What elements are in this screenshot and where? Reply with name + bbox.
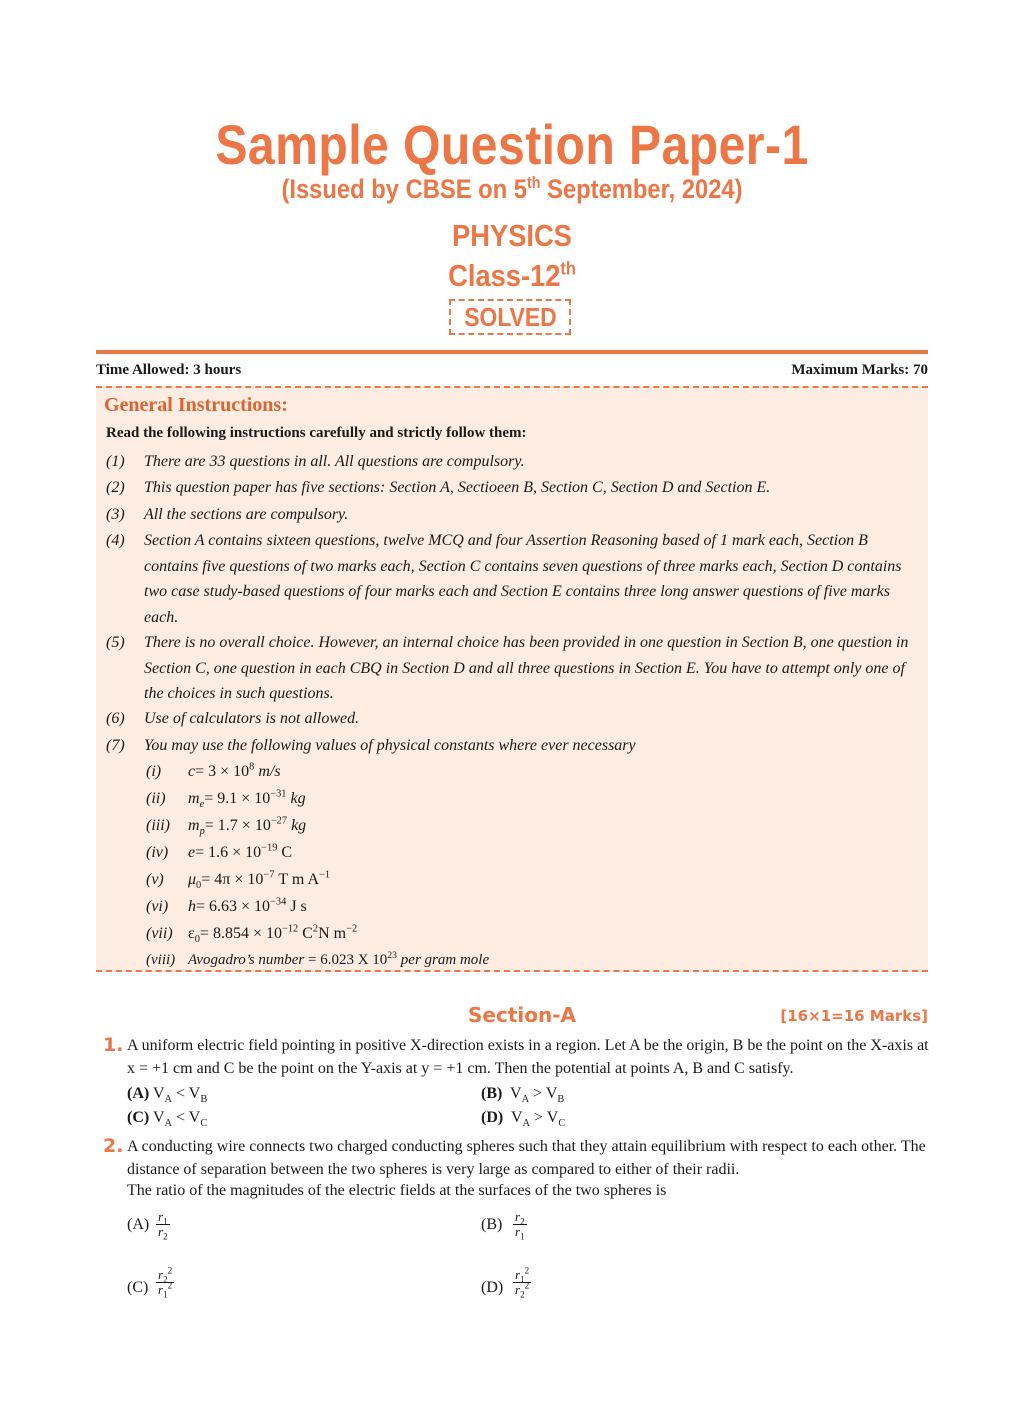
constant-num: (iii) [146, 817, 170, 834]
class-pre: Class-12 [448, 258, 561, 293]
instruction-num: (3) [106, 506, 125, 523]
instruction-num: (1) [106, 453, 125, 470]
fraction-den-sub: 2 [520, 1289, 525, 1300]
class-title [61, 258, 962, 294]
fraction-den: r [515, 1282, 521, 1297]
option-lhs: V [510, 1109, 523, 1126]
option-op: < [172, 1109, 189, 1126]
header-rule [96, 350, 928, 354]
fraction-den-sub: 2 [163, 1231, 168, 1242]
option-label: (A) [127, 1085, 150, 1102]
question-text: A uniform electric field pointing in positive X-direction exists in a region. Let A be the origin, B be the point on the X-axis at x = +1 cm and C be the point on the Y-axis at y = +1 cm. Then the potential at points A, B and C satisfy. [127, 1037, 929, 1077]
option-label: (A) [127, 1216, 150, 1233]
option-lhs: V [152, 1109, 165, 1126]
constant-rhs: = 6.63 × 10 [196, 898, 271, 915]
fraction [513, 1265, 531, 1300]
question-text: A conducting wire connects two charged conducting spheres such that they attain equilibrium with respect to each other. The distance of separation between the two spheres is very large as compared to either of their radii. [127, 1138, 926, 1178]
constant-exp: 23 [387, 950, 398, 961]
solved-badge [449, 299, 571, 335]
constant-unit: C [298, 925, 313, 942]
constant-unit: J s [286, 898, 307, 915]
instruction-text: Section A contains sixteen questions, twelve MCQ and four Assertion Reasoning based of 1 mark each, Section B contains five questions of two marks each, Section C contains seven questions of three marks each, Section D contains two case study-based questions of four marks each and Section E contains three long answer questions of five marks each. [144, 532, 902, 626]
instruction-num: (6) [106, 710, 125, 727]
constant-symbol: c [188, 763, 196, 780]
instruction-num: (7) [106, 737, 125, 754]
fraction-den-sup: 2 [167, 1280, 173, 1291]
constant-exp: −27 [270, 815, 288, 827]
fraction [156, 1265, 174, 1300]
constant-unit: kg [287, 817, 307, 834]
fraction-num: r [515, 1209, 521, 1224]
option-rhs: V [545, 1085, 558, 1102]
fraction-num-sup: 2 [524, 1265, 530, 1276]
constant-unit-b: N m [318, 925, 347, 942]
maximum-marks: Maximum Marks: 70 [791, 362, 928, 378]
fraction-num-sub: 1 [520, 1274, 525, 1285]
constant-rhs: = 4π × 10 [201, 871, 264, 888]
constant-exp: −7 [263, 869, 275, 881]
constant-num: (viii) [146, 952, 176, 968]
constant-num: (vii) [146, 925, 173, 942]
option-lhs: V [510, 1085, 522, 1102]
fraction-num-sub: 2 [520, 1216, 525, 1227]
constant-sub: p [199, 826, 205, 838]
instruction-text: Use of calculators is not allowed. [144, 710, 360, 727]
time-allowed: Time Allowed: 3 hours [96, 362, 242, 378]
option-op: > [529, 1085, 546, 1102]
option-rhs-sub: C [200, 1118, 208, 1130]
constant-unit-exp: −1 [319, 869, 331, 881]
fraction-num: r [515, 1267, 521, 1282]
option-rhs-sub: B [200, 1094, 208, 1106]
constant-exp: 8 [249, 761, 255, 773]
instruction-num: (4) [106, 532, 125, 549]
constant-exp: −19 [261, 842, 278, 854]
question-number: 1. [103, 1034, 124, 1056]
option-rhs: V [546, 1109, 559, 1126]
instructions-lead: Read the following instructions carefully and strictly follow them: [106, 425, 527, 441]
paper-subtitle [61, 174, 962, 205]
fraction [513, 1209, 527, 1242]
option-lhs: V [152, 1085, 165, 1102]
constant-num: (v) [146, 871, 164, 888]
constant-symbol: e [188, 844, 196, 861]
constant-num: (ii) [146, 790, 166, 807]
option-lhs-sub: A [522, 1118, 531, 1130]
constant-sub: 0 [194, 934, 200, 946]
fraction-num: r [158, 1267, 164, 1282]
constant-exp: −31 [270, 788, 287, 800]
constant-unit: T m A [274, 871, 320, 888]
option-lhs-sub: A [164, 1118, 173, 1130]
constant-symbol: Avogadro’s number [188, 952, 305, 968]
solved-label: SOLVED [463, 302, 557, 332]
constant-num: (i) [146, 763, 162, 780]
subtitle-pre: (Issued by CBSE on 5 [281, 174, 528, 204]
constant-exp: −34 [270, 896, 287, 908]
option-label: (C) [127, 1279, 149, 1296]
option-label: (B) [481, 1216, 503, 1233]
constant-symbol: m [188, 817, 200, 834]
option-rhs: V [188, 1109, 201, 1126]
constant-rhs: = 8.854 × 10 [199, 925, 282, 942]
option-op: > [530, 1109, 547, 1126]
instruction-text: There is no overall choice. However, an internal choice has been provided in one question in Section B, one question in Section C, one question in each CBQ in Section D and all three questions in Section E. You have to attempt only one of the choices in such questions. [144, 634, 909, 702]
constant-num: (vi) [146, 898, 169, 915]
constant-rhs: = 1.6 × 10 [195, 844, 262, 861]
subject-title: PHYSICS [452, 218, 572, 253]
option-lhs-sub: A [521, 1094, 530, 1106]
fraction-num-sub: 1 [163, 1216, 168, 1227]
option-label: (C) [127, 1109, 150, 1126]
constant-symbol: m [188, 790, 200, 807]
class-sup: th [560, 257, 576, 279]
fraction [156, 1209, 170, 1242]
instruction-text: All the sections are compulsory. [144, 506, 349, 523]
constant-unit-exp: 2 [312, 923, 319, 935]
option [481, 1109, 566, 1130]
fraction-den: r [515, 1224, 521, 1239]
option-rhs: V [188, 1085, 201, 1102]
option-rhs-sub: C [558, 1118, 566, 1130]
constant-unit: m/s [254, 763, 281, 780]
instruction-num: (5) [106, 634, 125, 651]
option-label: (B) [481, 1085, 503, 1102]
constant-symbol: ε [188, 925, 195, 942]
fraction-den: r [158, 1224, 164, 1239]
constant-symbol: h [188, 898, 196, 915]
constant-rhs: = 6.023 X 10 [304, 952, 388, 968]
constant-unit: per gram mole [397, 952, 490, 968]
constant-num: (iv) [146, 844, 169, 861]
constant-unit: C [277, 844, 293, 861]
question-number: 2. [103, 1135, 124, 1157]
instructions-heading: General Instructions: [104, 394, 288, 416]
fraction-den-sub: 1 [163, 1289, 168, 1300]
option [127, 1085, 208, 1106]
fraction-num-sup: 2 [167, 1265, 173, 1276]
instruction-num: (2) [106, 479, 125, 496]
constant-sub: e [199, 799, 205, 811]
constant-rhs: = 3 × 10 [195, 763, 250, 780]
fraction-num-sub: 2 [163, 1274, 168, 1285]
constant-symbol: μ [188, 871, 197, 888]
question-text-2: The ratio of the magnitudes of the electric fields at the surfaces of the two spheres is [127, 1182, 667, 1199]
option-lhs-sub: A [164, 1094, 173, 1106]
constant-unit: kg [286, 790, 306, 807]
section-marks: [16×1=16 Marks] [780, 1007, 928, 1025]
option [127, 1109, 208, 1130]
constant-sub: 0 [196, 880, 202, 892]
option-rhs-sub: B [557, 1094, 565, 1106]
option-op: < [172, 1085, 189, 1102]
option-label: (D) [481, 1279, 504, 1296]
meta-row [96, 362, 928, 379]
constant-exp: −12 [281, 923, 299, 935]
paper-title: Sample Question Paper-1 [215, 113, 809, 176]
instruction-text: There are 33 questions in all. All questions are compulsory. [144, 453, 525, 470]
constant-rhs: = 1.7 × 10 [204, 817, 271, 834]
fraction-den-sub: 1 [520, 1231, 525, 1242]
instruction-text: You may use the following values of physical constants where ever necessary [144, 737, 636, 754]
instruction-text: This question paper has five sections: Section A, Sectioeen B, Section C, Section D and Section E. [144, 479, 771, 496]
fraction-den: r [158, 1282, 164, 1297]
fraction-num: r [158, 1209, 164, 1224]
option-label: (D) [481, 1109, 504, 1126]
fraction-den-sup: 2 [524, 1280, 530, 1291]
subtitle-sup: th [527, 174, 541, 192]
subtitle-post: September, 2024) [540, 174, 743, 204]
option [481, 1085, 565, 1106]
constant-rhs: = 9.1 × 10 [204, 790, 271, 807]
constant-unit-exp-b: −2 [346, 923, 358, 935]
section-title: Section-A [468, 1003, 576, 1027]
